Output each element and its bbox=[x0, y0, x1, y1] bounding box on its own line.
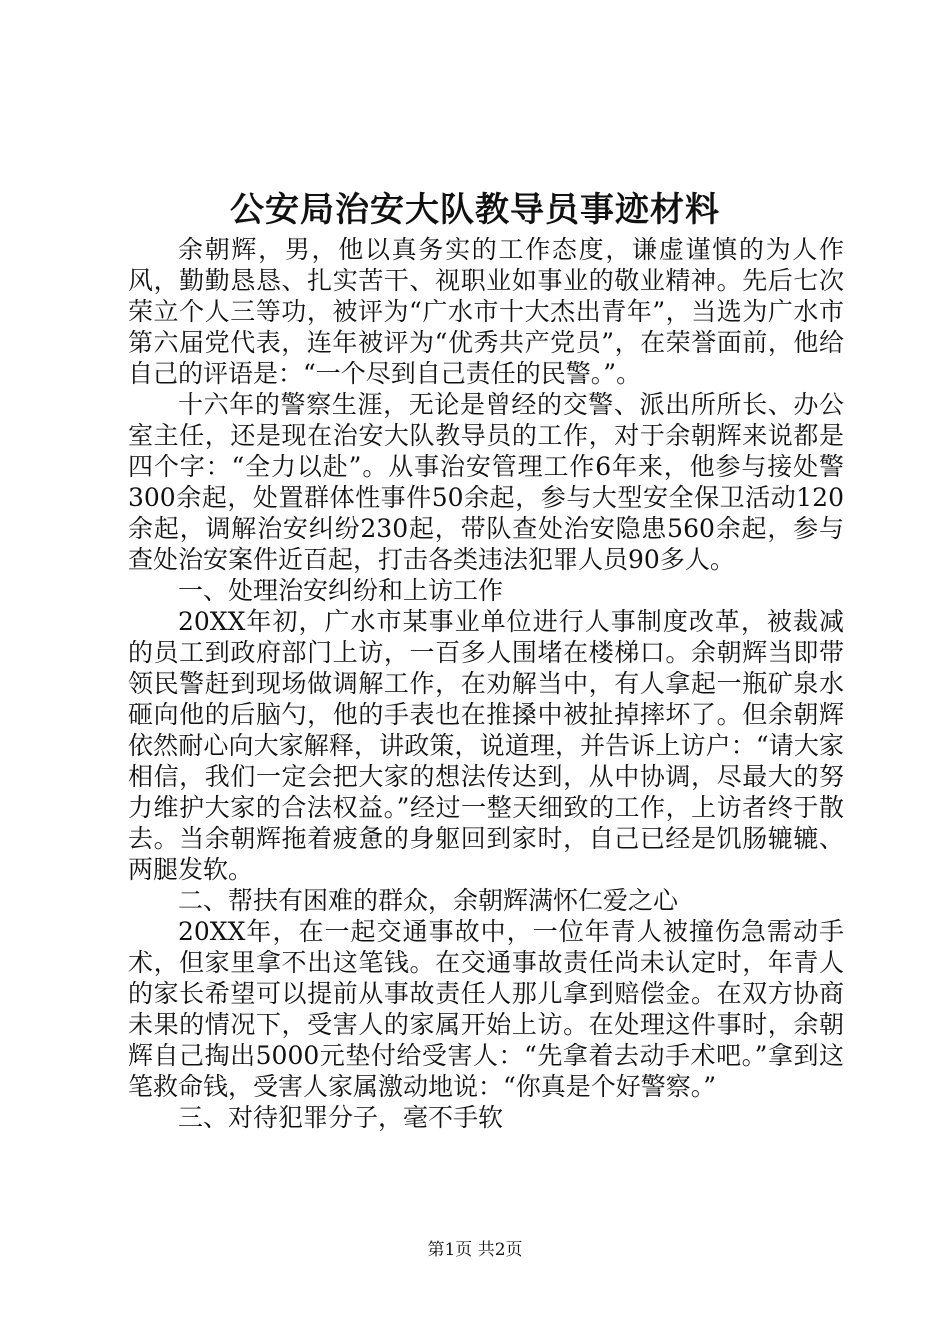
paragraph-help: 20XX年，在一起交通事故中，一位年青人被撞伤急需动手术，但家里拿不出这笔钱。在交通事故责任尚未认定时，年青人的家长希望可以提前从事故责任人那儿拿到赔偿金。在双方协商未果的情况下，受害人的家属开始上访。在处理这件事时，余朝辉自己掏出5000元垫付给受害人：“先拿着去动手术吧。”拿到这笔救命钱，受害人家属激动地说：“你真是个好警察。” bbox=[128, 917, 844, 1101]
section-heading-3: 三、对待犯罪分子，毫不手软 bbox=[178, 1103, 504, 1132]
paragraph-intro: 余朝辉，男，他以真务实的工作态度，谦虚谨慎的为人作风，勤勤恳恳、扎实苦干、视职业如事业的敬业精神。先后七次荣立个人三等功，被评为“广水市十大杰出青年”，当选为广水市第六届党代表，连年被评为“优秀共产党员”，在荣誉面前，他给自己的评语是：“一个尽到自己责任的民警。”。 bbox=[128, 235, 844, 388]
paragraph-petition: 20XX年初，广水市某事业单位进行人事制度改革，被裁减的员工到政府部门上访，一百多人围堵在楼梯口。余朝辉当即带领民警赶到现场做调解工作，在劝解当中，有人拿起一瓶矿泉水砸向他的后脑勺，他的手表也在推搡中被扯掉摔坏了。但余朝辉依然耐心向大家解释，讲政策，说道理，并告诉上访户：“请大家相信，我们一定会把大家的想法传达到，从中协调，尽最大的努力维护大家的合法权益。”经过一整天细致的工作，上访者终于散去。当余朝辉拖着疲惫的身躯回到家时，自己已经是饥肠辘辘、两腿发软。 bbox=[128, 607, 844, 884]
section-heading-2: 二、帮扶有困难的群众，余朝辉满怀仁爱之心 bbox=[178, 886, 679, 915]
paragraph-career: 十六年的警察生涯，无论是曾经的交警、派出所所长、办公室主任，还是现在治安大队教导员的工作，对于余朝辉来说都是四个字：“全力以赴”。从事治安管理工作6年来，他参与接处警300余起，处置群体性事件50余起，参与大型安全保卫活动120余起，调解治安纠纷230起，带队查处治安隐患560余起，参与查处治安案件近百起，打击各类违法犯罪人员90多人。 bbox=[128, 390, 844, 574]
document-title: 公安局治安大队教导员事迹材料 bbox=[230, 190, 720, 230]
page-footer: 第1页 共2页 bbox=[427, 1240, 523, 1260]
section-heading-1: 一、处理治安纠纷和上访工作 bbox=[178, 576, 504, 605]
document-body bbox=[128, 234, 844, 1133]
